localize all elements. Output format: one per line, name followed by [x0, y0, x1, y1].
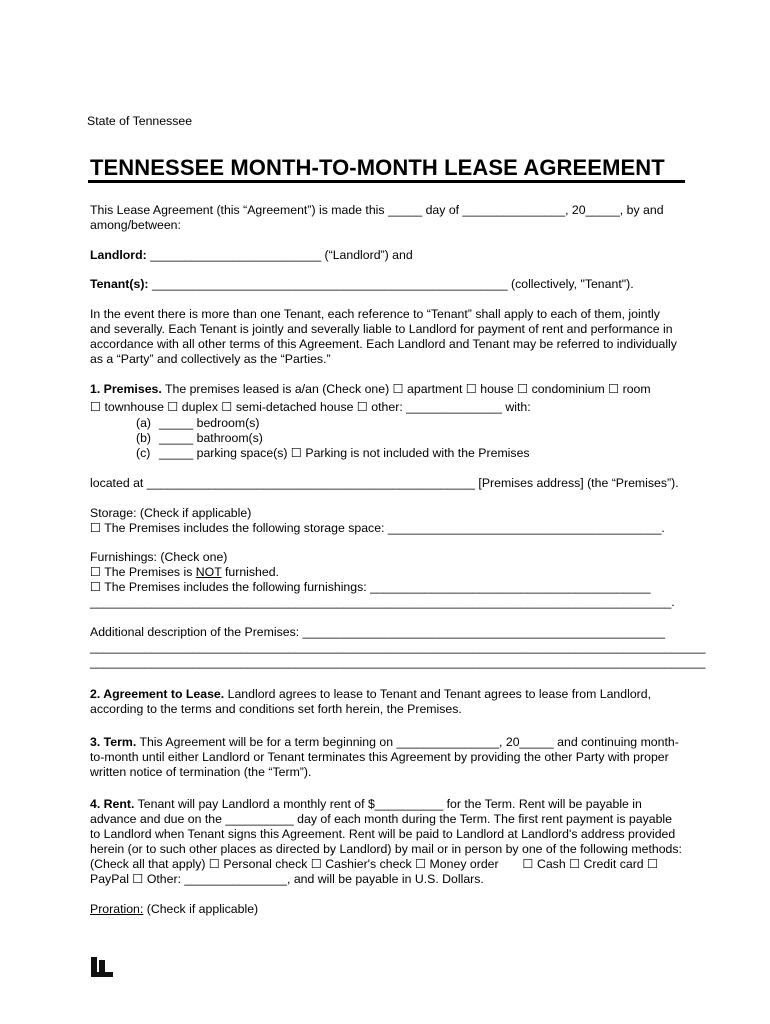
- proration-line: [90, 902, 682, 917]
- premises-line-1: [90, 382, 682, 397]
- proration-label: Proration:: [90, 902, 144, 916]
- additional-blank-2: __________________________________________________________________________________________: [90, 655, 706, 669]
- term-section: [90, 735, 682, 780]
- agreement-heading: 2. Agreement to Lease.: [90, 687, 225, 701]
- premises-address-line: located at ________________________________________________ [Premises address] (the “Premises”).: [90, 476, 679, 490]
- premises-section: [90, 382, 682, 415]
- tenant-label: Tenant(s):: [90, 277, 149, 291]
- additional-blank-1: __________________________________________________________________________________________: [90, 640, 706, 654]
- furnishings-not-line: [90, 565, 682, 580]
- storage-title: Storage: (Check if applicable): [90, 506, 252, 520]
- document-title: TENNESSEE MONTH-TO-MONTH LEASE AGREEMENT: [90, 155, 665, 180]
- furnishings-includes-line: ☐ The Premises includes the following furnishings: _________________________________________: [90, 580, 651, 594]
- landlord-blank: _________________________ (“Landlord”) and: [146, 248, 413, 262]
- additional-description-section: [90, 625, 706, 670]
- title-underline: [88, 180, 685, 183]
- item-text: _____ bathroom(s): [159, 431, 263, 445]
- premises-item-bedrooms: [136, 416, 259, 431]
- item-label: (b): [136, 431, 152, 445]
- landlord-label: Landlord:: [90, 248, 147, 262]
- intro-line-1: This Lease Agreement (this “Agreement”) is made this _____ day of _______________, 20_____, by and: [90, 203, 664, 217]
- premises-heading: 1. Premises.: [90, 382, 162, 396]
- landlord-line: [90, 248, 682, 263]
- item-text: _____ bedroom(s): [159, 416, 260, 430]
- agreement-to-lease-section: [90, 687, 682, 717]
- term-heading: 3. Term.: [90, 735, 137, 749]
- rent-heading: 4. Rent.: [90, 797, 135, 811]
- intro-line-2: among/between:: [90, 218, 181, 232]
- premises-line-2: ☐ townhouse ☐ duplex ☐ semi-detached house ☐ other: ______________ with:: [90, 400, 531, 414]
- term-text: This Agreement will be for a term beginning on _______________, 20_____ and continuing month-to-month until either Landlord or Tenant terminates this Agreement by providing the other Party with proper written notice of termination (the “Term”).: [90, 735, 679, 779]
- storage-line: ☐ The Premises includes the following storage space: ________________________________________.: [90, 521, 665, 535]
- premises-item-bathrooms: [136, 431, 263, 446]
- furnishings-not-pre: ☐ The Premises is: [90, 565, 196, 579]
- premises-item-parking: [136, 446, 530, 461]
- item-text: _____ parking space(s) ☐ Parking is not included with the Premises: [159, 446, 530, 460]
- document-logo-icon: [91, 957, 113, 977]
- furnishings-title: Furnishings: (Check one): [90, 550, 228, 564]
- intro-paragraph: [90, 203, 682, 233]
- additional-description-line: Additional description of the Premises: _____________________________________________________: [90, 625, 666, 639]
- agreement-text: Landlord agrees to lease to Tenant and Tenant agrees to lease from Landlord, according to the terms and conditions set forth herein, the Premises.: [90, 687, 652, 716]
- furnishings-not-post: furnished.: [221, 565, 279, 579]
- proration-rest: (Check if applicable): [143, 902, 259, 916]
- rent-section: [90, 797, 682, 887]
- state-label: State of Tennessee: [87, 114, 193, 128]
- furnishings-section: [90, 550, 682, 610]
- furnishings-blank-line: _____________________________________________________________________________________.: [90, 595, 675, 609]
- item-label: (a): [136, 416, 152, 430]
- tenant-line: [90, 277, 682, 292]
- joint-liability-paragraph: In the event there is more than one Tenant, each reference to “Tenant” shall apply to each of them, jointly and severally. Each Tenant is jointly and severally liable to Landlord for payment of rent and performance in accordance with all other terms of this Agreement. Each Landlord and Tenant may be referred to individually as a “Party” and collectively as the “Parties.”: [90, 307, 677, 366]
- premises-type-options: The premises leased is a/an (Check one) ☐ apartment ☐ house ☐ condominium ☐ room: [161, 382, 651, 396]
- rent-text: Tenant will pay Landlord a monthly rent of $__________ for the Term. Rent will be payable in advance and due on the __________ day of each month during the Term. The first rent payment is payable to Landlord when Tenant signs this Agreement. Rent will be paid to Landlord at Landlord's address provided herein (or to such other places as directed by Landlord) by mail or in person by one of the following methods: (Check all that apply) ☐ Personal check ☐ Cashier's check ☐ Money order ☐ Cash ☐ Credit card ☐ PayPal ☐ Other: _______________, and will be payable in U.S. Dollars.: [90, 797, 682, 886]
- storage-section: [90, 506, 682, 536]
- tenant-blank: ____________________________________________________ (collectively, "Tenant").: [148, 277, 634, 291]
- furnishings-not-word: NOT: [195, 565, 222, 579]
- item-label: (c): [136, 446, 151, 460]
